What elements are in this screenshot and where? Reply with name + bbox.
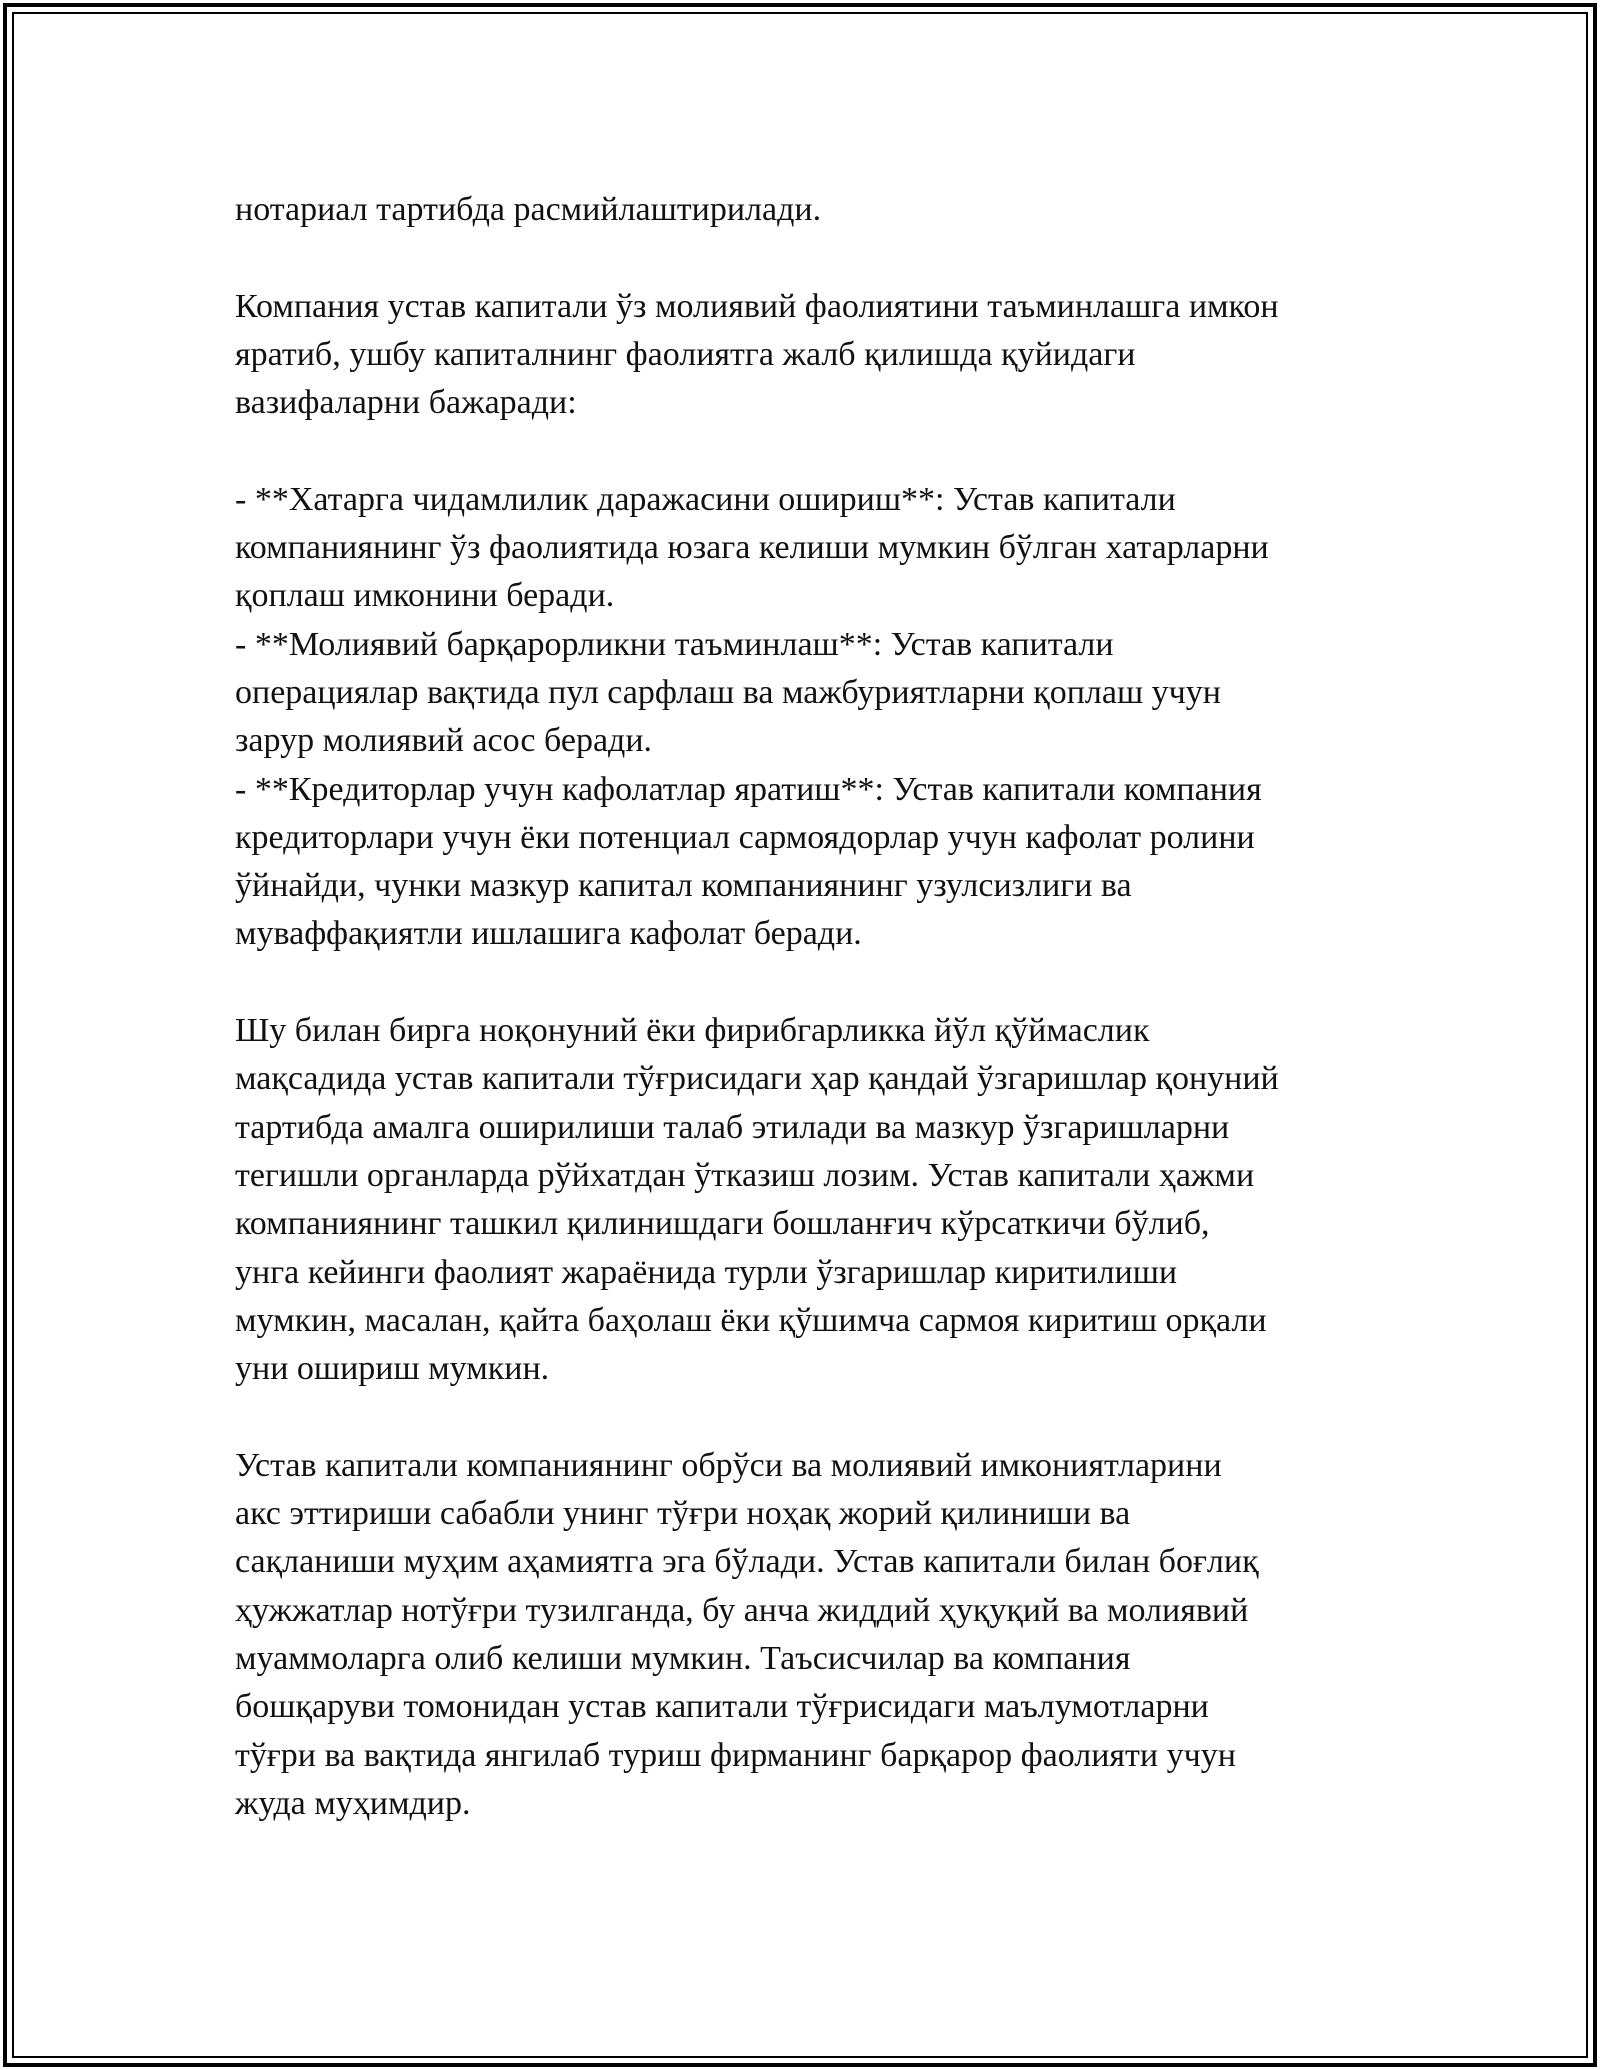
text-line: тўғри ва вақтида янгилаб туриш фирманинг барқарор фаолияти учун — [235, 1736, 1236, 1774]
paragraph-spacer — [235, 427, 1375, 475]
text-line: зарур молиявий асос беради. — [235, 722, 653, 760]
text-line: Шу билан бирга ноқонуний ёки фирибгарликка йўл қўймаслик — [235, 1012, 1150, 1050]
list-item: - **Хатарга чидамлилик даражасини ошириш**: Устав капитали — [235, 480, 1176, 518]
paragraph-3 — [235, 1007, 1375, 1393]
paragraph-1 — [235, 186, 1375, 234]
paragraph-spacer — [235, 234, 1375, 282]
text-line: қоплаш имконини беради. — [235, 577, 615, 615]
text-line: сақланиши муҳим аҳамиятга эга бўлади. Устав капитали билан боғлиқ — [235, 1543, 1259, 1581]
text-line: акс эттириши сабабли унинг тўғри ноҳақ жорий қилиниши ва — [235, 1495, 1131, 1533]
text-line: компаниянинг ўз фаолиятида юзага келиши мумкин бўлган хатарларни — [235, 529, 1269, 567]
text-line: мақсадида устав капитали тўғрисидаги ҳар қандай ўзгаришлар қонуний — [235, 1060, 1279, 1098]
text-line: Устав капитали компаниянинг обрўси ва молиявий имкониятларини — [235, 1446, 1222, 1484]
paragraph-2 — [235, 283, 1375, 428]
text-line: кредиторлари учун ёки потенциал сармоядорлар учун кафолат ролини — [235, 818, 1255, 856]
paragraph-spacer — [235, 959, 1375, 1007]
text-line: вазифаларни бажаради: — [235, 384, 577, 422]
text-line: компаниянинг ташкил қилинишдаги бошланғич кўрсаткичи бўлиб, — [235, 1205, 1210, 1243]
text-line: Компания устав капитали ўз молиявий фаолиятини таъминлашга имкон — [235, 287, 1279, 325]
text-line: нотариал тартибда расмийлаштирилади. — [235, 191, 822, 228]
text-line: ҳужжатлар нотўғри тузилганда, бу анча жиддий ҳуқуқий ва молиявий — [235, 1591, 1249, 1629]
text-line: бошқаруви томонидан устав капитали тўғрисидаги маълумотларни — [235, 1688, 1209, 1726]
document-body — [235, 186, 1375, 1828]
text-line: ўйнайди, чунки мазкур капитал компаниянинг узулсизлиги ва — [235, 867, 1132, 905]
bullet-list — [235, 476, 1375, 959]
text-line: муваффақиятли ишлашига кафолат беради. — [235, 915, 862, 953]
paragraph-4 — [235, 1442, 1375, 1828]
text-line: унга кейинги фаолият жараёнида турли ўзгаришлар киритилиши — [235, 1253, 1178, 1291]
paragraph-spacer — [235, 1393, 1375, 1441]
text-line: операциялар вақтида пул сарфлаш ва мажбуриятларни қоплаш учун — [235, 673, 1221, 711]
text-line: муаммоларга олиб келиши мумкин. Таъсисчилар ва компания — [235, 1639, 1131, 1677]
text-line: жуда муҳимдир. — [235, 1784, 471, 1822]
list-item: - **Молиявий барқарорликни таъминлаш**: Устав капитали — [235, 625, 1114, 663]
text-line: яратиб, ушбу капиталнинг фаолиятга жалб қилишда қуйидаги — [235, 335, 1136, 373]
text-line: тегишли органларда рўйхатдан ўтказиш лозим. Устав капитали ҳажми — [235, 1156, 1255, 1194]
text-line: мумкин, масалан, қайта баҳолаш ёки қўшимча сармоя киритиш орқали — [235, 1301, 1267, 1339]
text-line: уни ошириш мумкин. — [235, 1350, 550, 1388]
text-line: тартибда амалга оширилиши талаб этилади ва мазкур ўзгаришларни — [235, 1108, 1230, 1146]
list-item: - **Кредиторлар учун кафолатлар яратиш**: Устав капитали компания — [235, 770, 1262, 808]
